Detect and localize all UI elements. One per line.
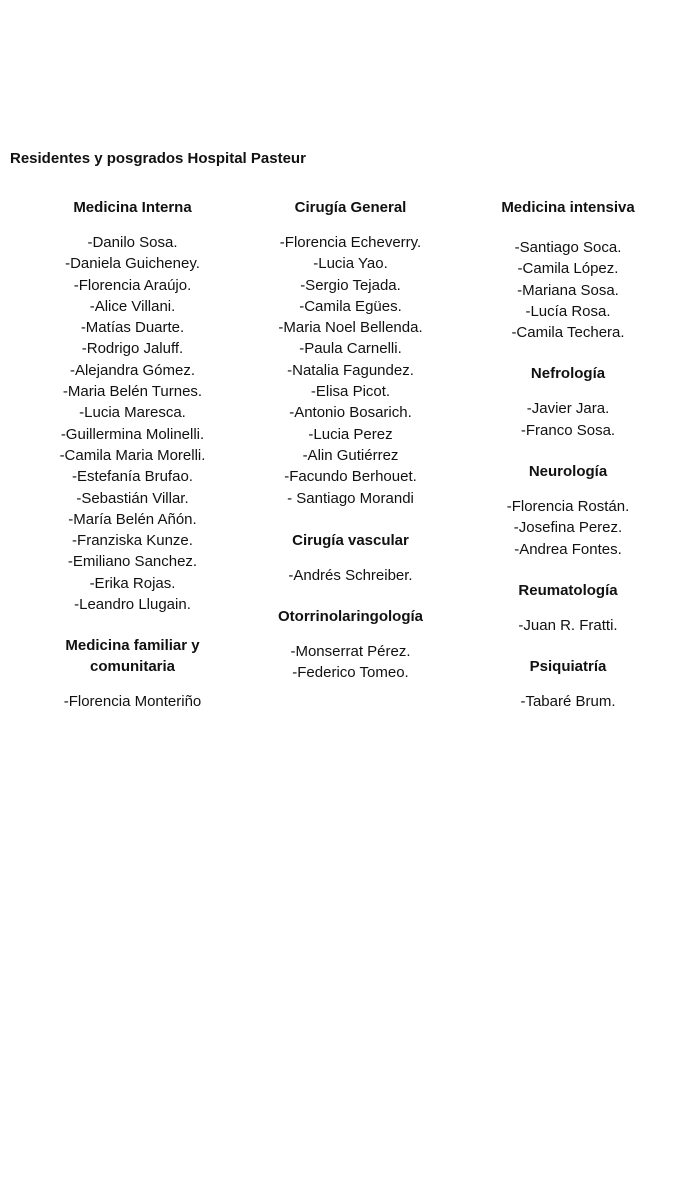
section-title: Nefrología bbox=[530, 365, 606, 383]
name-list bbox=[248, 232, 453, 509]
column-1 bbox=[30, 197, 235, 713]
list-item: -Paula Carnelli. bbox=[299, 340, 402, 358]
name-list bbox=[470, 237, 666, 343]
column-3 bbox=[470, 197, 666, 713]
list-item: -Javier Jara. bbox=[526, 400, 610, 418]
list-item: -Lucia Yao. bbox=[313, 255, 388, 273]
list-item: -Rodrigo Jaluff. bbox=[81, 340, 184, 358]
list-item: -Sergio Tejada. bbox=[300, 276, 401, 294]
section-title-line: Medicina familiar y bbox=[65, 637, 200, 655]
section-psiquiatria bbox=[470, 656, 666, 712]
section-title: Reumatología bbox=[518, 581, 618, 599]
section-title: Otorrinolaringología bbox=[278, 608, 423, 626]
section-medicina-intensiva bbox=[470, 197, 666, 343]
list-item: -Tabaré Brum. bbox=[520, 693, 616, 711]
list-item: -Camila López. bbox=[517, 260, 619, 278]
list-item: -Florencia Monteriño bbox=[63, 693, 202, 711]
list-item: -Natalia Fagundez. bbox=[287, 361, 414, 379]
list-item: -Florencia Rostán. bbox=[506, 498, 630, 516]
section-title: Neurología bbox=[528, 463, 608, 481]
page-title: Residentes y posgrados Hospital Pasteur bbox=[10, 150, 306, 167]
list-item: -Lucia Perez bbox=[308, 425, 393, 443]
list-item: -Daniela Guicheney. bbox=[65, 255, 200, 273]
list-item: -Sebastián Villar. bbox=[76, 489, 189, 507]
section-cirugia-general bbox=[248, 197, 453, 509]
column-2 bbox=[248, 197, 453, 684]
section-title: Medicina Interna bbox=[73, 199, 192, 216]
name-list bbox=[30, 691, 235, 712]
list-item: -Danilo Sosa. bbox=[87, 234, 178, 251]
name-list bbox=[470, 496, 666, 560]
list-item: -Florencia Echeverry. bbox=[279, 234, 422, 251]
section-cirugia-vascular bbox=[248, 530, 453, 586]
list-item: -Alice Villani. bbox=[89, 297, 176, 315]
list-item: -Camila Egües. bbox=[299, 297, 402, 315]
list-item: -Estefanía Brufao. bbox=[72, 468, 193, 486]
list-item: -Franco Sosa. bbox=[520, 421, 616, 439]
list-item: -Andrea Fontes. bbox=[514, 540, 622, 558]
list-item: -Monserrat Pérez. bbox=[290, 643, 411, 661]
list-item: -Camila Techera. bbox=[511, 324, 625, 342]
section-nefrologia bbox=[470, 363, 666, 441]
list-item: -Alin Gutiérrez bbox=[302, 446, 399, 464]
list-item: -Santiago Soca. bbox=[514, 239, 622, 256]
name-list bbox=[470, 691, 666, 712]
list-item: -Elisa Picot. bbox=[310, 383, 391, 401]
name-list bbox=[248, 641, 453, 684]
list-item: -Emiliano Sanchez. bbox=[67, 553, 198, 571]
list-item: -Florencia Araújo. bbox=[73, 276, 192, 294]
list-item: -Josefina Perez. bbox=[513, 519, 623, 537]
section-otorrinolaringologia bbox=[248, 606, 453, 684]
list-item: -Lucia Maresca. bbox=[79, 404, 186, 422]
list-item: -Lucía Rosa. bbox=[525, 302, 611, 320]
list-item: -Facundo Berhouet. bbox=[284, 468, 417, 486]
list-item: -Maria Noel Bellenda. bbox=[278, 319, 423, 337]
section-medicina-familiar bbox=[30, 635, 235, 712]
name-list bbox=[470, 398, 666, 441]
list-item: -Juan R. Fratti. bbox=[518, 616, 618, 634]
list-item: -Alejandra Gómez. bbox=[69, 361, 196, 379]
list-item: -Maria Belén Turnes. bbox=[62, 383, 203, 401]
list-item: - Santiago Morandi bbox=[287, 489, 414, 507]
section-title: Psiquiatría bbox=[529, 658, 607, 676]
section-reumatologia bbox=[470, 580, 666, 636]
list-item: -Mariana Sosa. bbox=[517, 281, 619, 299]
list-item: -Antonio Bosarich. bbox=[289, 404, 412, 422]
section-neurologia bbox=[470, 461, 666, 560]
list-item: -Federico Tomeo. bbox=[292, 664, 409, 682]
section-medicina-interna bbox=[30, 197, 235, 615]
list-item: -Franziska Kunze. bbox=[72, 532, 193, 550]
list-item: -Erika Rojas. bbox=[89, 574, 176, 592]
list-item: -María Belén Añón. bbox=[68, 510, 197, 528]
section-title: Medicina intensiva bbox=[501, 199, 635, 216]
name-list bbox=[30, 232, 235, 615]
list-item: -Guillermina Molinelli. bbox=[60, 425, 205, 443]
list-item: -Camila Maria Morelli. bbox=[59, 446, 206, 464]
name-list bbox=[470, 615, 666, 636]
list-item: -Leandro Llugain. bbox=[74, 596, 191, 614]
section-title-line: comunitaria bbox=[89, 658, 176, 676]
list-item: -Matías Duarte. bbox=[80, 319, 185, 337]
section-title: Cirugía General bbox=[294, 199, 407, 216]
list-item: -Andrés Schreiber. bbox=[288, 566, 413, 584]
section-title bbox=[30, 635, 235, 677]
section-title: Cirugía vascular bbox=[292, 531, 409, 549]
name-list bbox=[248, 565, 453, 586]
